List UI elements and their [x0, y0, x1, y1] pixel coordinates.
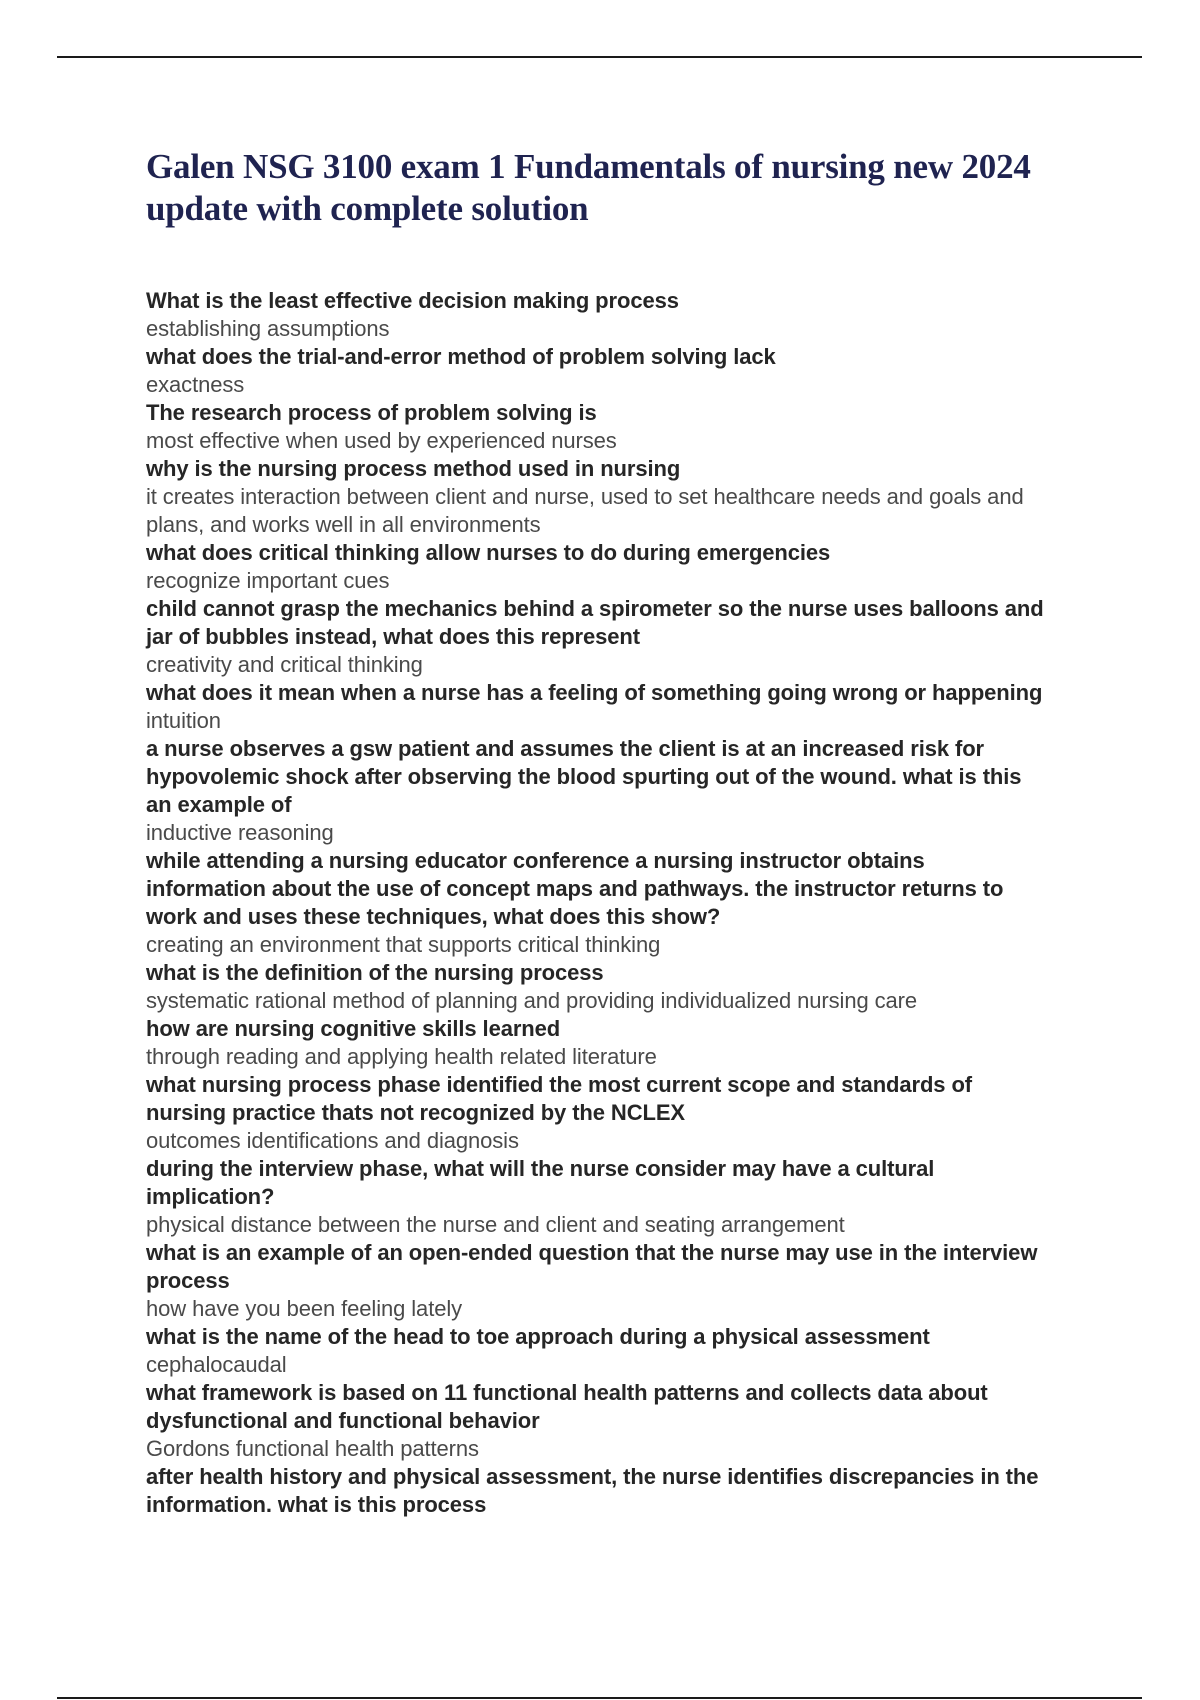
question-text: what is the name of the head to toe approach during a physical assessment [146, 1324, 930, 1349]
answer-text: establishing assumptions [146, 316, 390, 341]
qa-item [146, 847, 1046, 959]
bottom-rule [57, 1697, 1142, 1699]
top-rule [57, 56, 1142, 58]
question-text: a nurse observes a gsw patient and assumes the client is at an increased risk for hypovolemic shock after observing the blood spurting out of the wound. what is this an example of [146, 736, 1022, 817]
answer-text: exactness [146, 372, 245, 397]
qa-item [146, 1379, 1046, 1463]
answer-text: creativity and critical thinking [146, 652, 423, 677]
answer-text: most effective when used by experienced nurses [146, 428, 617, 453]
answer-text: intuition [146, 708, 221, 733]
qa-item [146, 1239, 1046, 1323]
question-text: what framework is based on 11 functional health patterns and collects data about dysfunctional and functional behavior [146, 1380, 988, 1433]
qa-item [146, 595, 1046, 679]
question-text: how are nursing cognitive skills learned [146, 1016, 561, 1041]
qa-item [146, 959, 1046, 1015]
qa-item [146, 679, 1046, 735]
qa-item [146, 343, 1046, 399]
answer-text: through reading and applying health related literature [146, 1044, 657, 1069]
question-text: after health history and physical assessment, the nurse identifies discrepancies in the information. what is this process [146, 1464, 1039, 1517]
answer-text: outcomes identifications and diagnosis [146, 1128, 519, 1153]
question-text: what does critical thinking allow nurses to do during emergencies [146, 540, 831, 565]
question-text: what is an example of an open-ended question that the nurse may use in the interview process [146, 1240, 1038, 1293]
qa-list [146, 287, 1046, 1519]
question-text: why is the nursing process method used in nursing [146, 456, 681, 481]
qa-item [146, 1463, 1046, 1519]
answer-text: inductive reasoning [146, 820, 334, 845]
qa-item [146, 1015, 1046, 1071]
qa-item [146, 455, 1046, 539]
document-title: Galen NSG 3100 exam 1 Fundamentals of nursing new 2024 update with complete solution [146, 147, 1031, 228]
answer-text: it creates interaction between client and nurse, used to set healthcare needs and goals and plans, and works well in all environments [146, 484, 1024, 537]
question-text: What is the least effective decision making process [146, 288, 679, 313]
question-text: what nursing process phase identified the most current scope and standards of nursing practice thats not recognized by the NCLEX [146, 1072, 973, 1125]
qa-item [146, 1071, 1046, 1155]
answer-text: Gordons functional health patterns [146, 1436, 479, 1461]
question-text: what does it mean when a nurse has a feeling of something going wrong or happening [146, 680, 1043, 705]
question-text: what does the trial-and-error method of problem solving lack [146, 344, 776, 369]
qa-item [146, 735, 1046, 847]
qa-item [146, 399, 1046, 455]
answer-text: systematic rational method of planning and providing individualized nursing care [146, 988, 918, 1013]
answer-text: creating an environment that supports critical thinking [146, 932, 661, 957]
question-text: what is the definition of the nursing process [146, 960, 604, 985]
qa-item [146, 1323, 1046, 1379]
qa-item [146, 539, 1046, 595]
question-text: child cannot grasp the mechanics behind a spirometer so the nurse uses balloons and jar of bubbles instead, what does this represent [146, 596, 1044, 649]
question-text: while attending a nursing educator conference a nursing instructor obtains information about the use of concept maps and pathways. the instructor returns to work and uses these techniques, what does this show? [146, 848, 1004, 929]
qa-item [146, 1155, 1046, 1239]
answer-text: recognize important cues [146, 568, 390, 593]
answer-text: how have you been feeling lately [146, 1296, 463, 1321]
answer-text: physical distance between the nurse and client and seating arrangement [146, 1212, 845, 1237]
question-text: during the interview phase, what will the nurse consider may have a cultural implication? [146, 1156, 935, 1209]
question-text: The research process of problem solving is [146, 400, 597, 425]
answer-text: cephalocaudal [146, 1352, 287, 1377]
qa-item [146, 287, 1046, 343]
